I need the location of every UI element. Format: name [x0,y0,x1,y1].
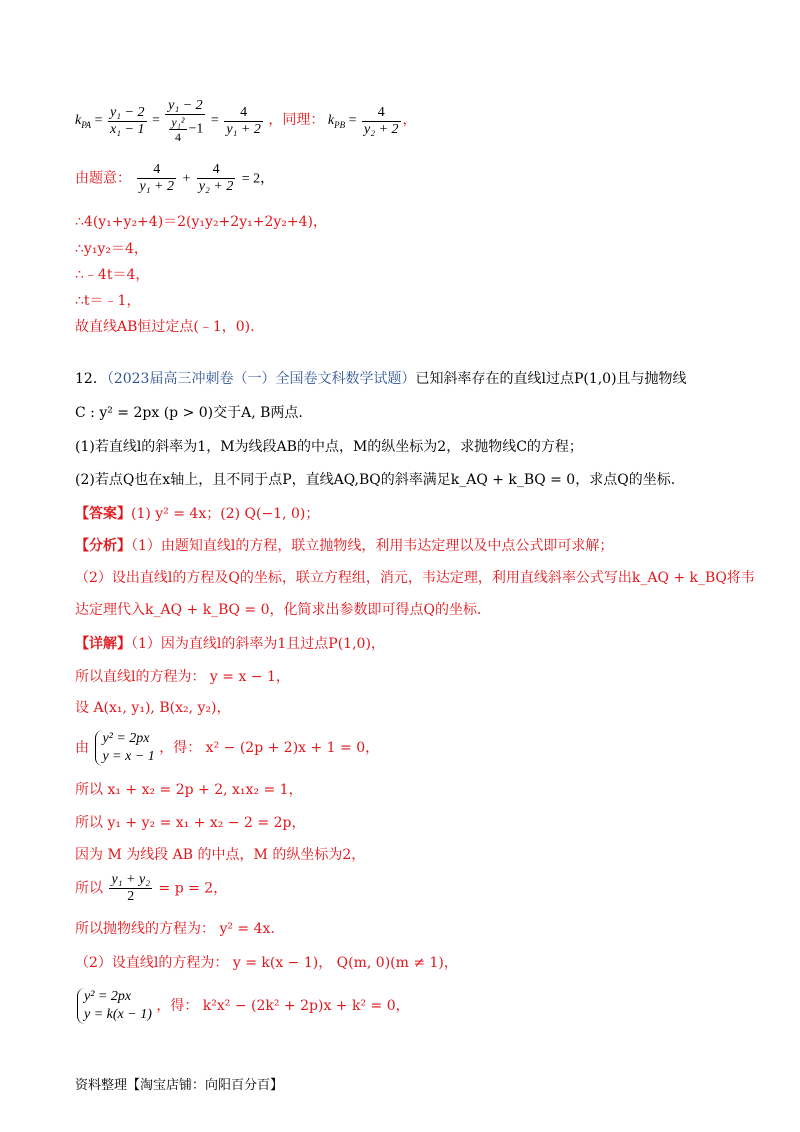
detail-line: 设 A(x₁, y₁), B(x₂, y₂)， [75,700,231,716]
problem-stem: C : y² = 2px (p > 0)交于A, B两点. [75,405,303,421]
equation-system: y² = 2px y = k(x − 1) [77,988,152,1024]
fraction: $\frac{\text{y₁²}}{4}$ [171,115,185,144]
detail-label: 【详解】 [75,636,131,652]
detail-fraction-line: 所以 $\frac{\text{y₁ + y₂}}{2}$ = p = 2， [75,872,228,904]
analysis-line-3: 达定理代入k_AQ + k_BQ = 0，化简求出参数即可得点Q的坐标. [75,602,482,618]
detail-line: 因为 M 为线段 AB 的中点，M 的纵坐标为2， [75,847,366,863]
conclusion-line: 故直线AB恒过定点(﹣1，0). [75,319,255,335]
step-line: ∴y₁y₂＝4， [75,241,148,257]
equation-system: y² = 2px y = x − 1 [95,730,154,766]
analysis-line-2: （2）设出直线l的方程及Q的坐标，联立方程组，消元，韦达定理，利用直线斜率公式写出k_AQ + k_BQ将韦 [75,570,755,586]
analysis-line-1: 【分析】（1）由题知直线l的方程，联立抛物线，利用韦达定理以及中点公式即可求解； [75,538,614,554]
detail-line: 所以 y₁ + y₂ = x₁ + x₂ − 2 = 2p， [75,815,306,831]
problem-header: 12．（2023届高三冲刺卷（一）全国卷文科数学试题）已知斜率存在的直线l过点P(1,0)且与抛物线 [75,371,687,387]
fraction: $\frac{4}{\text{y₂ + 2}}$ [363,104,399,137]
fraction: y₁ − 2 $\frac{\text{y₁²}}{4}$ −1 [165,98,205,144]
detail-line: 所以 x₁ + x₂ = 2p + 2, x₁x₂ = 1， [75,782,303,798]
detail-line: 所以抛物线的方程为： y² = 4x. [75,921,275,937]
fraction: $\frac{4}{\text{y₁ + 2}}$ [226,104,261,137]
analysis-label: 【分析】 [75,538,131,554]
system-equation-2: y² = 2px y = k(x − 1) ，得： k²x² − (2k² + 2p)x + k² = 0， [75,988,410,1024]
problem-part-2: (2)若点Q也在x轴上，且不同于点P，直线AQ,BQ的斜率满足k_AQ + k_BQ = 0，求点Q的坐标. [75,472,676,488]
slope-pa-equation: $k_{PA}$ = $\frac{\text{y₁ − 2}}{\text{x₁ − 1}}$ = y₁ − 2 $\frac{\text{y₁²}}{4}$ −1 = $\frac{4}{\text{y₁ + 2}}$ ，同理： $k_{PB}$ = $\frac{4}{\text{y₂ + 2}}$ ， [75,98,417,144]
detail-line: （2）设直线l的方程为： y = k(x − 1)， Q(m, 0)(m ≠ 1)， [75,955,458,971]
detail-line: 所以直线l的方程为： y = x − 1， [75,669,290,685]
answer-line: 【答案】(1) y² = 4x；(2) Q(−1, 0)； [75,506,320,522]
fraction: $\frac{4}{\text{y₂ + 2}}$ [198,162,234,194]
fraction: $\frac{\text{y₁ − 2}}{\text{x₁ − 1}}$ [109,104,145,137]
footer: 资料整理【淘宝店铺：向阳百分百】 [75,1078,284,1093]
step-line: ∴t＝﹣1， [75,293,141,309]
problem-source: （2023届高三冲刺卷（一）全国卷文科数学试题） [106,371,416,387]
problem-part-1: (1)若直线l的斜率为1，M为线段AB的中点，M的纵坐标为2，求抛物线C的方程； [75,439,583,455]
answer-label: 【答案】 [75,506,131,522]
detail-line-1: 【详解】（1）因为直线l的斜率为1且过点P(1,0)， [75,636,385,652]
given-equation: 由题意： $\frac{4}{\text{y₁ + 2}}$ + $\frac{4}{\text{y₂ + 2}}$ = 2， [75,162,275,194]
fraction: $\frac{4}{\text{y₁ + 2}}$ [139,162,174,194]
step-line: ∴4(y₁+y₂+4)＝2(y₁y₂+2y₁+2y₂+4)， [75,214,327,230]
system-equation-1: 由 y² = 2px y = x − 1 ，得： x² − (2p + 2)x + 1 = 0， [75,731,380,764]
step-line: ∴﹣4t＝4， [75,267,150,283]
fraction: $\frac{\text{y₁ + y₂}}{2}$ [111,872,151,904]
